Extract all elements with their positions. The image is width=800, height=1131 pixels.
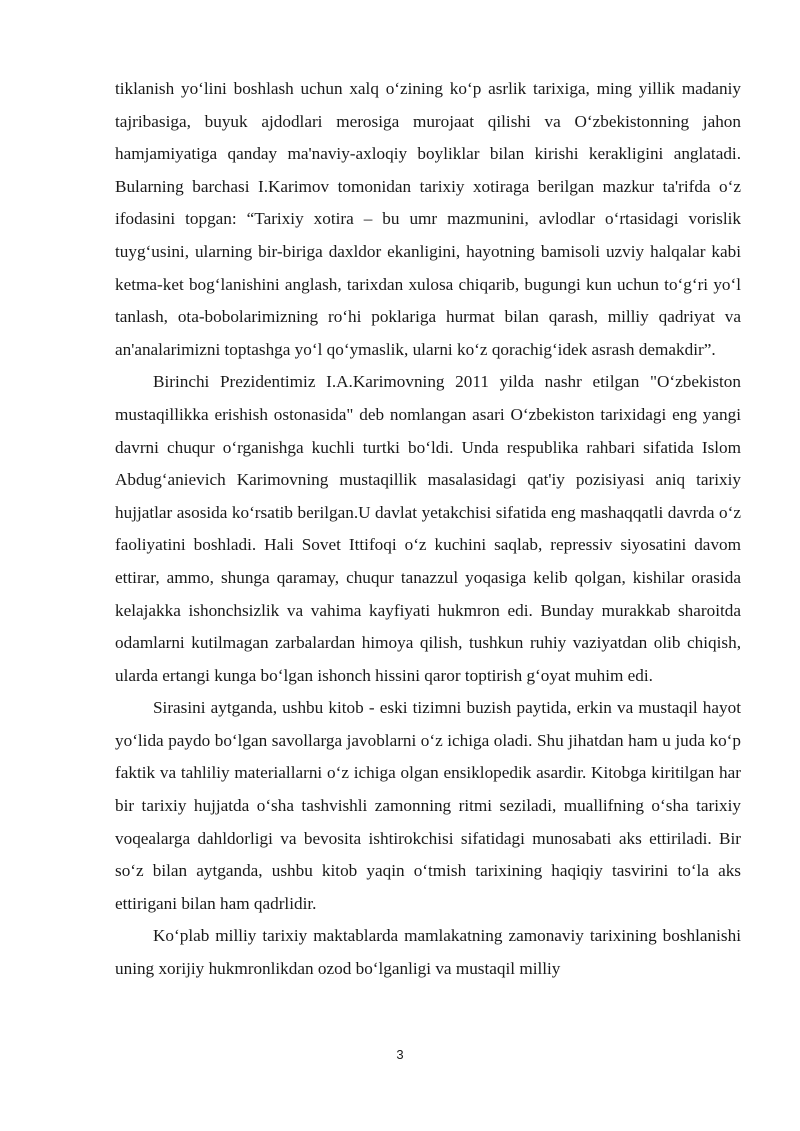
body-text <box>115 73 741 986</box>
paragraph-3: Sirasini aytganda, ushbu kitob - eski tizimni buzish paytida, erkin va mustaqil hayot yo‘lida paydo bo‘lgan savollarga javoblarni o‘z ichiga oladi. Shu jihatdan ham u juda ko‘p faktik va tahliliy materiallarni o‘z ichiga olgan ensiklopedik asardir. Kitobga kiritilgan har bir tarixiy hujjatda o‘sha tashvishli zamonning ritmi seziladi, muallifning o‘sha tarixiy voqealarga dahldorligi va bevosita ishtirokchisi sifatidagi munosabati aks ettiriladi. Bir so‘z bilan aytganda, ushbu kitob yaqin o‘tmish tarixining haqiqiy tasvirini to‘la aks ettirigani bilan ham qadrlidir. <box>115 698 741 913</box>
paragraph-2: Birinchi Prezidentimiz I.A.Karimovning 2011 yilda nashr etilgan "O‘zbekiston mustaqillikka erishish ostonasida" deb nomlangan asari O‘zbekiston tarixidagi eng yangi davrni chuqur o‘rganishga kuchli turtki bo‘ldi. Unda respublika rahbari sifatida Islom Abdug‘anievich Karimovning mustaqillik masalasidagi qat'iy pozisiyasi aniq tarixiy hujjatlar asosida ko‘rsatib berilgan.U davlat yetakchisi sifatida eng mashaqqatli davrda o‘z faoliyatini boshladi. Hali Sovet Ittifoqi o‘z kuchini saqlab, repressiv siyosatini davom ettirar, ammo, shunga qaramay, chuqur tanazzul yoqasiga kelib qolgan, kishilar orasida kelajakka ishonchsizlik va vahima kayfiyati hukmron edi. Bunday murakkab sharoitda odamlarni kutilmagan zarbalardan himoya qilish, tushkun ruhiy vaziyatdan olib chiqish, ularda ertangi kunga bo‘lgan ishonch hissini qaror toptirish g‘oyat muhim edi. <box>115 372 741 685</box>
paragraph-1: tiklanish yo‘lini boshlash uchun xalq o‘zining ko‘p asrlik tarixiga, ming yillik madaniy tajribasiga, buyuk ajdodlari merosiga murojaat qilishi va O‘zbekistonning jahon hamjamiyatiga qanday ma'naviy-axloqiy boyliklar bilan kirishi kerakligini anglatadi. Bularning barchasi I.Karimov tomonidan tarixiy xotiraga berilgan mazkur ta'rifda o‘z ifodasini topgan: “Tarixiy xotira – bu umr mazmunini, avlodlar o‘rtasidagi vorislik tuyg‘usini, ularning bir-biriga daxldor ekanligini, hayotning bamisoli uzviy halqalar kabi ketma-ket bog‘lanishini anglash, tarixdan xulosa chiqarib, bugungi kun uchun to‘g‘ri yo‘l tanlash, ota-bobolarimizning ro‘hi poklariga hurmat bilan qarash, milliy qadriyat va an'analarimizni toptashga yo‘l qo‘ymaslik, ularni ko‘z qorachig‘idek asrash demakdir”. <box>115 79 741 359</box>
paragraph-4: Ko‘plab milliy tarixiy maktablarda mamlakatning zamonaviy tarixining boshlanishi uning xorijiy hukmronlikdan ozod bo‘lganligi va mustaqil milliy <box>115 926 741 979</box>
page-number: 3 <box>396 1047 404 1062</box>
